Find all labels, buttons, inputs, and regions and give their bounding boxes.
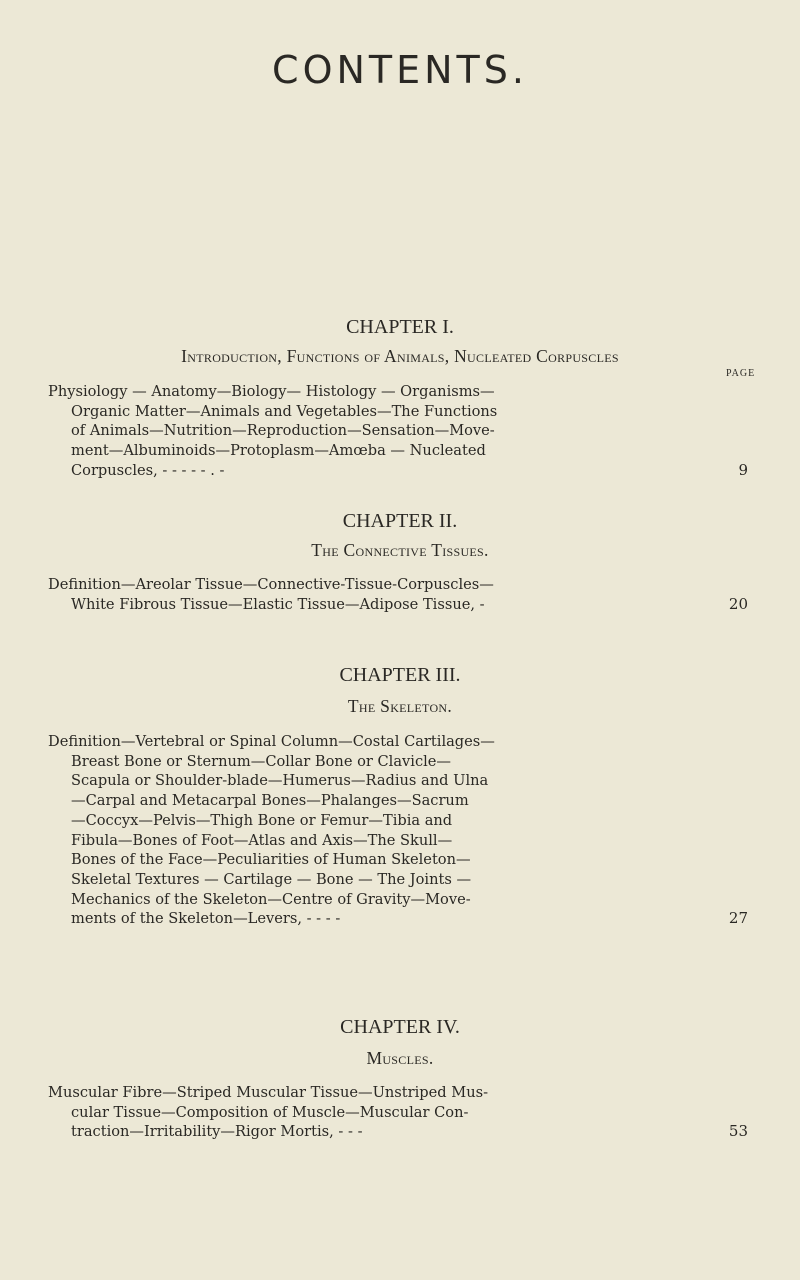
entry-line-text: ments of the Skeleton—Levers, - - - -	[71, 910, 341, 928]
entry-line-text: White Fibrous Tissue—Elastic Tissue—Adipose Tissue, -	[71, 595, 485, 613]
entry-line-last	[48, 595, 748, 615]
chapter-4-page-number: 53	[728, 1122, 748, 1141]
entry-line: cular Tissue—Composition of Muscle—Muscular Con-	[71, 1103, 469, 1121]
page-column-label: PAGE	[726, 368, 756, 379]
entry-line: Skeletal Textures — Cartilage — Bone — The Joints —	[71, 870, 472, 888]
chapter-4-heading: CHAPTER IV.	[340, 1016, 460, 1038]
entry-line-last	[48, 461, 748, 481]
entry-line: Fibula—Bones of Foot—Atlas and Axis—The Skull—	[71, 831, 453, 849]
entry-line: of Animals—Nutrition—Reproduction—Sensation—Move-	[71, 422, 495, 440]
entry-line: Bones of the Face—Peculiarities of Human Skeleton—	[71, 851, 471, 869]
chapter-3-entry	[48, 732, 748, 929]
entry-line: Physiology — Anatomy—Biology— Histology — Organisms—	[48, 383, 495, 400]
chapter-2-entry	[48, 575, 748, 614]
entry-line: Definition—Vertebral or Spinal Column—Costal Cartilages—	[48, 733, 495, 750]
chapter-1-subtitle: Introduction, Functions of Animals, Nucleated Corpuscles	[181, 346, 619, 366]
chapter-2-subtitle: The Connective Tissues.	[311, 540, 489, 560]
chapter-1-heading: CHAPTER I.	[346, 316, 454, 338]
chapter-1-page-number: 9	[738, 460, 748, 479]
entry-line: Breast Bone or Sternum—Collar Bone or Clavicle—	[71, 752, 452, 770]
entry-line: Scapula or Shoulder-blade—Humerus—Radius and Ulna	[71, 772, 489, 790]
chapter-2-heading: CHAPTER II.	[342, 510, 458, 532]
entry-line: ment—Albuminoids—Protoplasm—Amœba — Nucleated	[71, 442, 486, 460]
entry-line: Organic Matter—Animals and Vegetables—The Functions	[71, 402, 498, 420]
chapter-4-subtitle: Muscles.	[366, 1048, 434, 1068]
entry-line-text: traction—Irritability—Rigor Mortis, - - -	[71, 1123, 363, 1141]
entry-line: Definition—Areolar Tissue—Connective-Tissue-Corpuscles—	[48, 576, 494, 593]
entry-line: Muscular Fibre—Striped Muscular Tissue—Unstriped Mus-	[48, 1084, 489, 1101]
entry-line-last	[48, 909, 748, 929]
chapter-4-entry	[48, 1083, 748, 1142]
chapter-3-heading: CHAPTER III.	[339, 664, 461, 686]
entry-line: —Carpal and Metacarpal Bones—Phalanges—Sacrum	[71, 792, 469, 810]
page-title: CONTENTS.	[272, 48, 528, 92]
chapter-3-subtitle: The Skeleton.	[347, 696, 453, 716]
chapter-2-page-number: 20	[728, 594, 748, 613]
chapter-1-entry	[48, 382, 748, 481]
entry-line: Mechanics of the Skeleton—Centre of Gravity—Move-	[71, 890, 471, 908]
entry-line: —Coccyx—Pelvis—Thigh Bone or Femur—Tibia and	[71, 811, 453, 829]
entry-line-text: Corpuscles, - - - - - . -	[71, 461, 225, 479]
entry-line-last	[48, 1122, 748, 1142]
chapter-3-page-number: 27	[728, 909, 748, 928]
